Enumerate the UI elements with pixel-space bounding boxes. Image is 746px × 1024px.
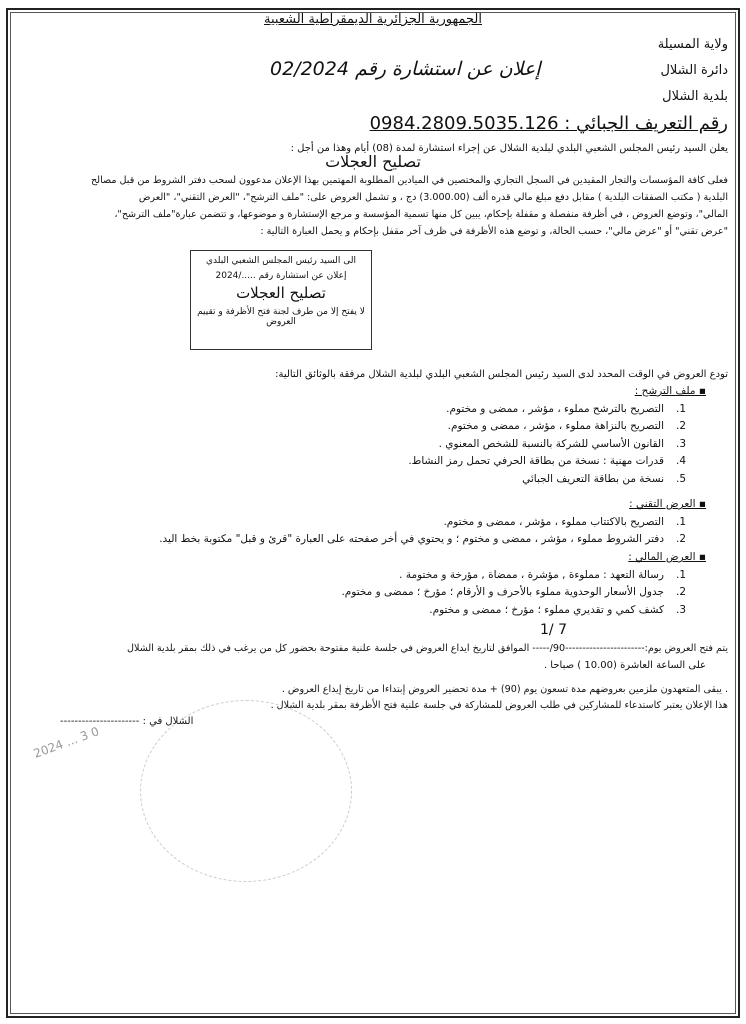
republic-heading: الجمهورية الجزائرية الديمقراطية الشعبية xyxy=(264,12,482,27)
paragraph-line: البلدية ( مكتب الصفقات البلدية ) مقابل دفع مبلغ مالي قدره ألف (3.000.00) دج ، و تشمل العروض على: "ملف الترشح"، "العرض التقني"، "العرض xyxy=(138,192,728,203)
paragraph-line: فعلى كافة المؤسسات والتجار المقيدين في السجل التجاري والمختصين في الميادين المطلوبة المهتمين بهذا الإعلان مدعوون لسحب دفتر الشروط من قبل مصالح xyxy=(90,175,728,186)
list-item: 3.كشف كمي و تقديري مملوء ؛ مؤرخ ؛ ممضى و مختوم. xyxy=(429,603,686,616)
notice-title: إعلان عن استشارة رقم 02/2024 xyxy=(270,58,541,80)
subject-heading: تصليح العجلات xyxy=(325,152,421,171)
signature-place: الشلال في : ---------------------- xyxy=(60,716,194,727)
paragraph-line: "عرض تقني" أو "عرض مالي"، حسب الحالة، و توضع هذه الأظرفة في ظرف آخر مقفل بإحكام و يحمل العبارة التالية : xyxy=(260,226,728,237)
opening-time: على الساعة العاشرة (10.00 ) صباحا . xyxy=(543,660,706,671)
envelope-line: الى السيد رئيس المجلس الشعبي البلدي xyxy=(205,256,357,266)
commune-label: بلدية الشلال xyxy=(662,89,728,104)
opening-text: يتم فتح العروض يوم:-----------------------90/----- الموافق لتاريخ ايداع العروض في جلسة علنية مفتوحة بحضور كل من يرغب في ذلك بمقر بلدية الشلال xyxy=(127,643,728,654)
section-title: ▪ العرض المالي : xyxy=(628,551,706,563)
list-item: 4.قدرات مهنية : نسخة من بطاقة الحرفي تحمل رمز النشاط. xyxy=(408,455,686,467)
list-item: 5.نسخة من بطاقة التعريف الجبائي xyxy=(522,472,686,485)
convocation-text: هذا الإعلان يعتبر كاستدعاء للمشاركين في طلب العروض للمشاركة في جلسة علنية فتح الأظرفة بمقر بلدية الشلال . xyxy=(270,700,728,711)
list-item: 1.التصريح بالترشح مملوء ، مؤشر ، ممضى و مختوم. xyxy=(446,402,686,415)
envelope-line: إعلان عن استشارة رقم ...../2024 xyxy=(215,271,347,281)
list-item: 2.دفتر الشروط مملوء ، مؤشر ، ممضى و مختوم ؛ و يحتوي في أخر صفحته على العبارة "قرئ و قبل" مكتوبة بخط اليد. xyxy=(159,533,686,545)
section-financial xyxy=(341,549,706,619)
envelope-subject: تصليح العجلات xyxy=(236,284,326,302)
list-item: 1.التصريح بالاكتتاب مملوء ، مؤشر ، ممضى و مختوم. xyxy=(443,515,686,528)
envelope-line: لا يفتح إلا من طرف لجنة فتح الأظرفة و تقييم العروض xyxy=(197,307,365,327)
paragraph-line: المالي"، وتوضع العروض ، في أظرفة منفصلة و مقفلة بإحكام، يبين كل منها تسمية المؤسسة و مرجع الإستشارة و موضوعها، و تتضمن عبارة"ملف الترشح"، xyxy=(114,209,728,220)
intro-text: يعلن السيد رئيس المجلس الشعبي البلدي لبلدية الشلال عن إجراء استشارة لمدة (08) أيام وهذا من أجل : xyxy=(290,143,728,154)
validity-text: . يبقى المتعهدون ملزمين بعروضهم مدة تسعون يوم (90) + مدة تحضير العروض إبتداءا من تاريخ إيداع العروض . xyxy=(281,684,728,695)
list-item: 2.التصريح بالنزاهة مملوء ، مؤشر ، ممضى و مختوم. xyxy=(447,420,686,432)
list-item: 2.جدول الأسعار الوحدوية مملوء بالأحرف و الأرقام ؛ مؤرخ ؛ ممضى و مختوم. xyxy=(341,586,686,598)
date-stamp: 2024 ... 3 0 xyxy=(31,724,101,761)
wilaya-label: ولاية المسيلة xyxy=(657,37,728,52)
section-candidature xyxy=(408,383,706,488)
deposit-text: تودع العروض في الوقت المحدد لدى السيد رئيس المجلس الشعبي البلدي لبلدية الشلال مرفقة بالوثائق التالية: xyxy=(275,369,728,380)
handwritten-mark: 7 /1 xyxy=(540,622,568,638)
daira-label: دائرة الشلال xyxy=(660,63,728,78)
list-item: 3.القانون الأساسي للشركة بالنسبة للشخص المعنوي . xyxy=(438,437,686,450)
section-title: ▪ ملف الترشح : xyxy=(634,385,706,397)
envelope-label-box xyxy=(190,250,372,350)
section-title: ▪ العرض التقني : xyxy=(629,498,706,510)
official-stamp xyxy=(140,700,352,882)
tax-id: رقم التعريف الجبائي : 0984.2809.5035.126 xyxy=(369,113,728,134)
list-item: 1.رسالة التعهد : مملوءة , مؤشرة ، ممضاة , مؤرخة و مختومة . xyxy=(399,568,686,581)
section-technical xyxy=(159,496,706,549)
